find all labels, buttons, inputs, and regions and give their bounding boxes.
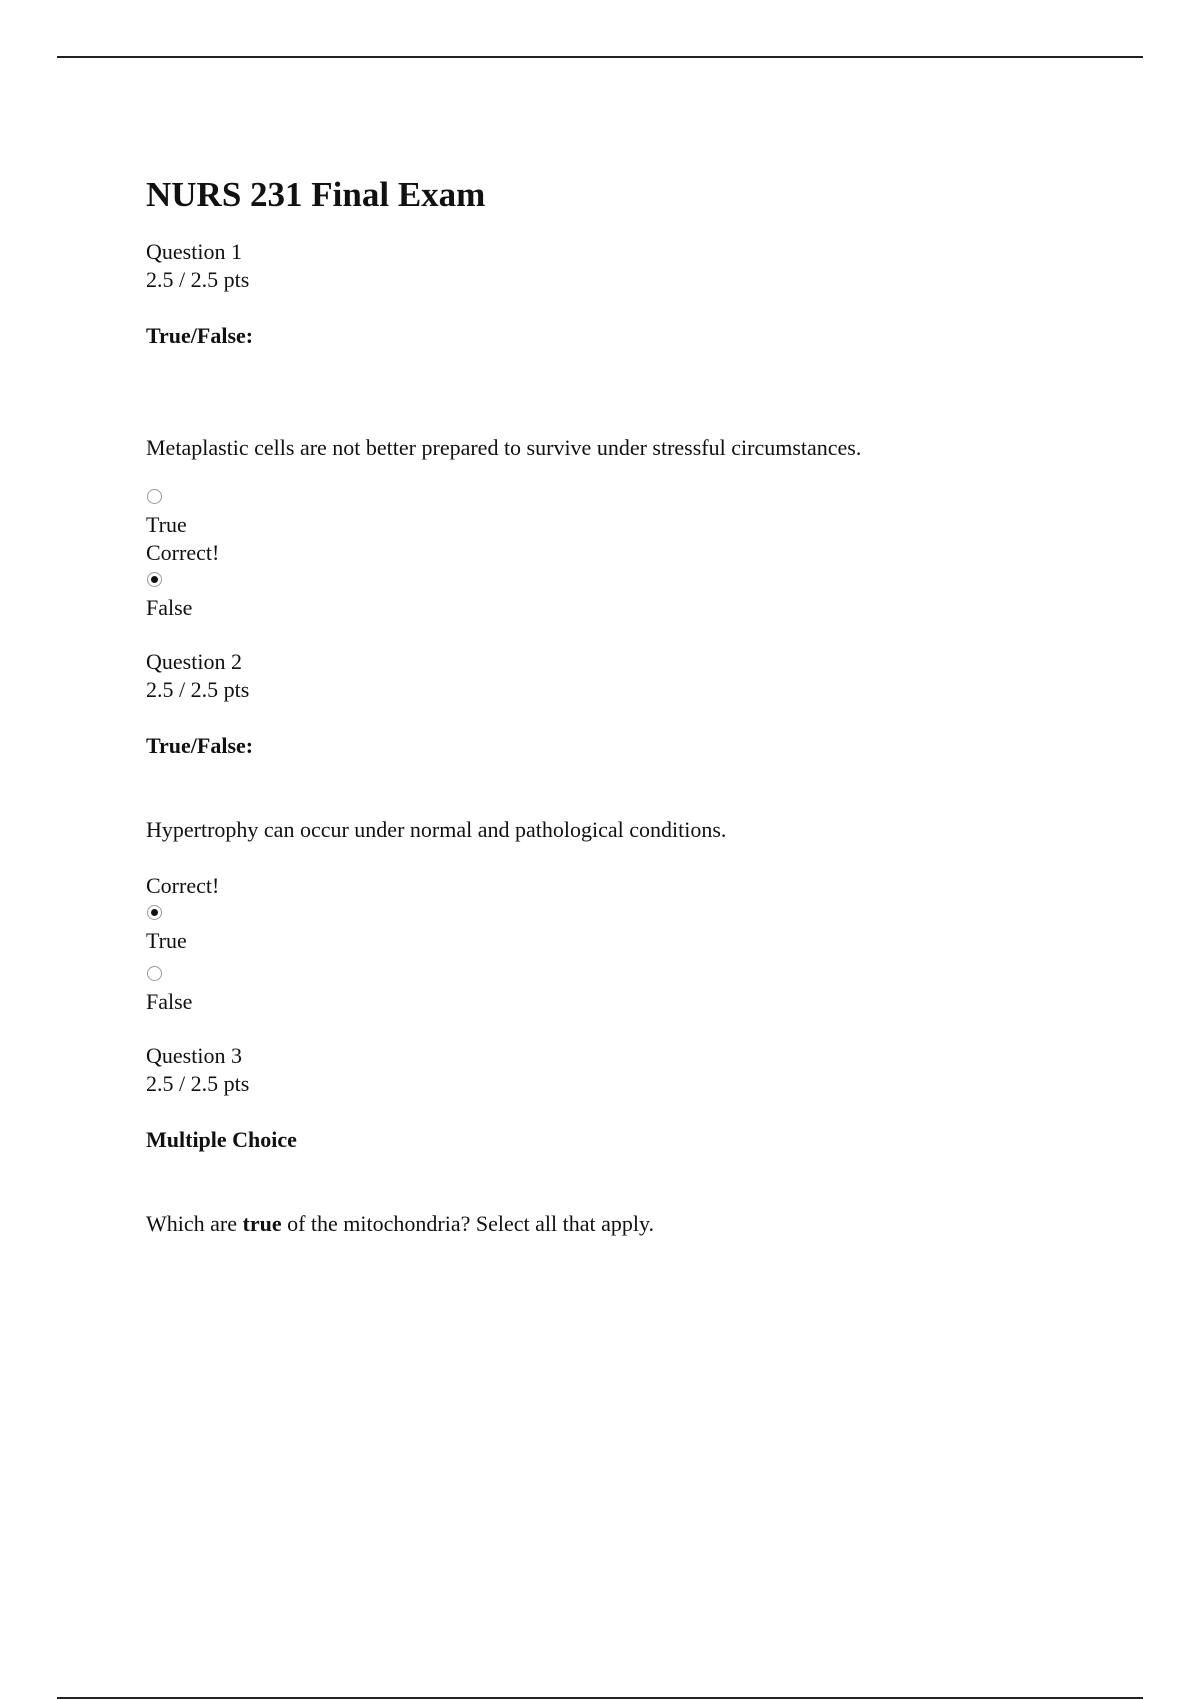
correct-label: Correct! (146, 873, 220, 898)
question-text: Hypertrophy can occur under normal and pathological conditions. (146, 817, 727, 842)
question-points: 2.5 / 2.5 pts (146, 1071, 250, 1096)
question-text-emphasis: true (242, 1211, 282, 1236)
question-type: True/False: (146, 323, 254, 348)
question-type: Multiple Choice (146, 1127, 297, 1152)
question-type: True/False: (146, 733, 254, 758)
question-number: Question 1 (146, 239, 242, 264)
radio-false[interactable] (147, 572, 162, 587)
option-true-row (146, 484, 1106, 511)
radio-true[interactable] (147, 489, 162, 504)
page-title: NURS 231 Final Exam (146, 175, 486, 214)
bottom-rule (57, 1697, 1143, 1699)
option-false-row (146, 961, 1106, 988)
exam-content (146, 170, 1106, 1238)
question-text: Metaplastic cells are not better prepared to survive under stressful circumstances. (146, 435, 862, 460)
option-label-false: False (146, 595, 193, 620)
question-points: 2.5 / 2.5 pts (146, 267, 250, 292)
question-text-start: Which are (146, 1211, 243, 1236)
option-false-row (146, 567, 1106, 594)
correct-label: Correct! (146, 540, 220, 565)
option-label-true: True (146, 512, 187, 537)
top-rule (57, 56, 1143, 58)
question-1 (146, 238, 1106, 622)
question-text (146, 1210, 1106, 1238)
question-number: Question 2 (146, 649, 242, 674)
option-label-true: True (146, 928, 187, 953)
question-3 (146, 1042, 1106, 1238)
question-points: 2.5 / 2.5 pts (146, 677, 250, 702)
radio-false[interactable] (147, 966, 162, 981)
radio-true[interactable] (147, 905, 162, 920)
question-number: Question 3 (146, 1043, 242, 1068)
question-text-end: of the mitochondria? Select all that apply. (281, 1211, 655, 1236)
question-2 (146, 648, 1106, 1016)
option-label-false: False (146, 989, 193, 1014)
option-true-row (146, 900, 1106, 927)
